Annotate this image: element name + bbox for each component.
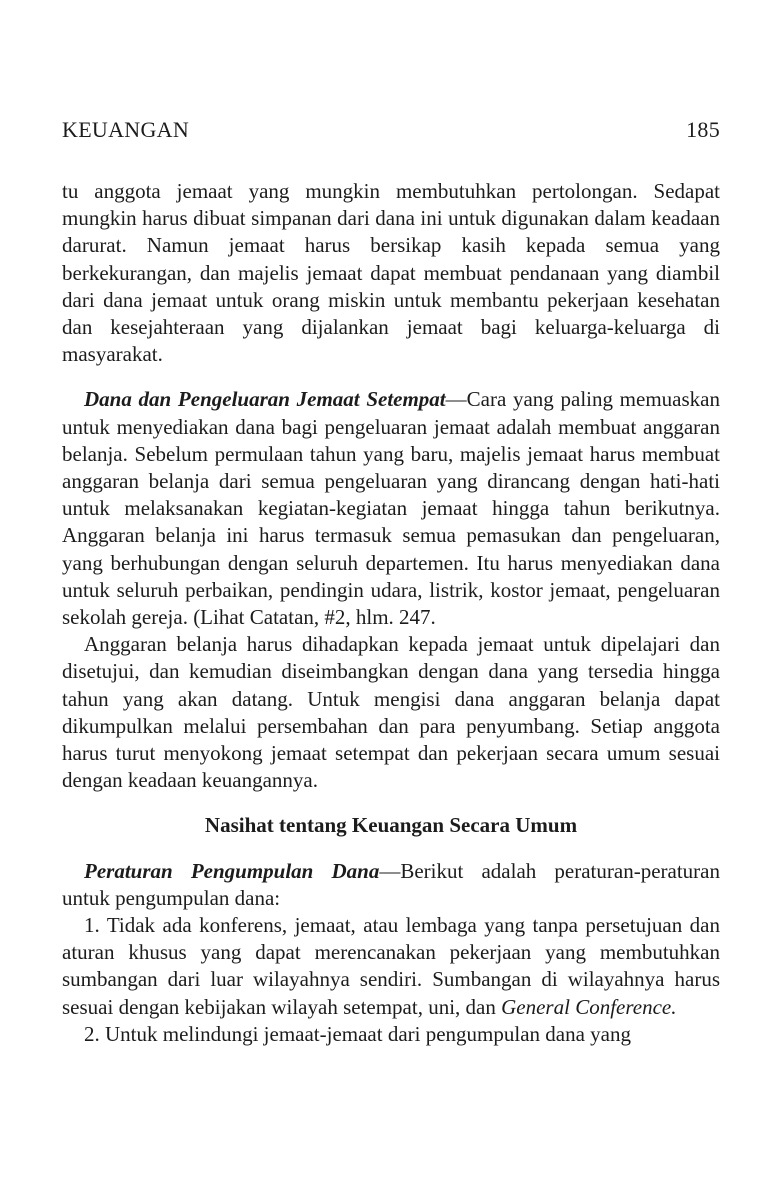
list-item-1-text: 1. Tidak ada konferens, jemaat, atau lembaga yang tanpa persetujuan dan aturan khusus yang dapat merencanakan pekerjaan yang membutuhkan sumbangan dari luar wilayahnya sendiri. Sumbangan di wilayahnya harus sesuai dengan kebijakan wilayah setempat, uni, dan <box>62 913 720 1019</box>
paragraph-4-text: —Berikut adalah peraturan-peraturan untuk pengumpulan dana: <box>62 858 720 910</box>
paragraph-1: tu anggota jemaat yang mungkin membutuhkan pertolongan. Sedapat mungkin harus dibuat simpanan dari dana ini untuk digunakan dalam keadaan darurat. Namun jemaat harus bersikap kasih kepada semua yang berkekurangan, dan majelis jemaat dapat membuat pendanaan yang diambil dari dana jemaat untuk orang miskin untuk membantu pekerjaan kesehatan dan kesejahteraan yang dijalankan jemaat bagi keluarga-keluarga di masyarakat. <box>62 179 720 367</box>
paragraph-2-text: —Cara yang paling memuaskan untuk menyediakan dana bagi pengeluaran jemaat adalah membuat anggaran belanja. Sebelum permulaan tahun yang baru, majelis jemaat harus membuat anggaran belanja dari semua pengeluaran yang dirancang dengan hati-hati untuk melaksanakan kegiatan-kegiatan jemaat hingga tahun berikutnya. Anggaran belanja ini harus termasuk semua pemasukan dan pengeluaran, yang berhubungan dengan seluruh departemen. Itu harus menyediakan dana untuk seluruh perbaikan, pendingin udara, listrik, kostor jemaat, pengeluaran sekolah gereja. (Lihat Catatan, #2, hlm. 247. <box>62 387 720 630</box>
list-item-1 <box>62 912 720 1021</box>
running-header <box>62 117 720 143</box>
section-heading: Nasihat tentang Keuangan Secara Umum <box>204 813 578 838</box>
page-number: 185 <box>686 117 720 142</box>
list-item-2: 2. Untuk melindungi jemaat-jemaat dari pengumpulan dana yang <box>84 1021 632 1046</box>
list-item-1-italic: General Conference. <box>501 994 677 1019</box>
paragraph-3: Anggaran belanja harus dihadapkan kepada jemaat untuk dipelajari dan disetujui, dan kemudian diseimbangkan dengan dana yang tersedia hingga tahun yang akan datang. Untuk mengisi dana anggaran belanja dapat dikumpulkan melalui persembahan dan para penyumbang. Setiap anggota harus turut menyokong jemaat setempat dan pekerjaan secara umum sesuai dengan keadaan keuangannya. <box>62 632 720 793</box>
running-title: KEUANGAN <box>62 117 190 142</box>
paragraph-4 <box>62 858 720 912</box>
paragraph-2 <box>62 386 720 631</box>
run-in-heading-peraturan: Peraturan Pengumpulan Dana <box>84 858 380 883</box>
body-text <box>62 178 720 1048</box>
run-in-heading-dana: Dana dan Pengeluaran Jemaat Setempat <box>84 387 446 412</box>
